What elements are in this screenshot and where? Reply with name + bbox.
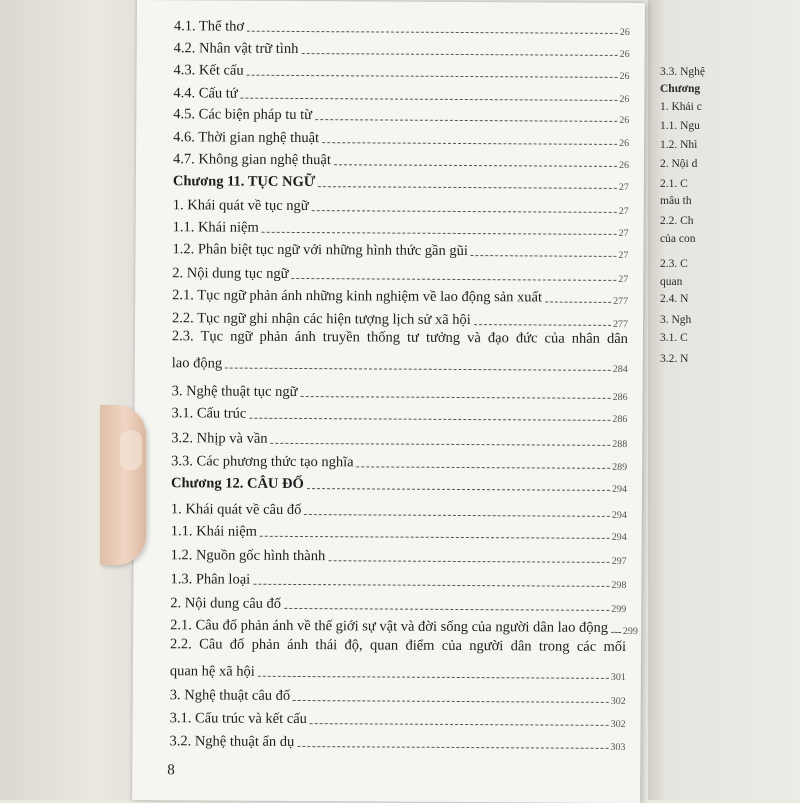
toc-entry-title: 4.6. Thời gian nghệ thuật: [173, 129, 320, 147]
dot-leader: [545, 301, 611, 302]
toc-entry-title: 1.2. Phân biệt tục ngữ với những hình thức gần gũi: [172, 241, 468, 260]
toc-page-number: 297: [611, 555, 627, 568]
toc-entry: [173, 214, 629, 239]
right-page-line: 2. Nội d: [660, 158, 698, 170]
right-page-line: 3.2. N: [660, 353, 689, 365]
right-page-line: 2.2. Ch: [660, 215, 694, 227]
dot-leader: [312, 210, 617, 213]
toc-entry: [171, 496, 627, 521]
toc-entry-title: 2.2. Tục ngữ ghi nhận các hiện tượng lịch sử xã hội: [172, 310, 471, 329]
toc-entry: [171, 518, 627, 543]
toc-page-number: 299: [611, 603, 627, 616]
toc-entry: [173, 101, 629, 126]
toc-page-number: 27: [618, 249, 629, 262]
toc-entry-title: 2.1. Tục ngữ phản ánh những kinh nghiệm về lao động sản xuất: [172, 287, 543, 306]
toc-page-number: 294: [611, 509, 627, 522]
toc-page-number: 26: [619, 137, 630, 150]
toc-entry-title: 1.2. Nguồn gốc hình thành: [170, 547, 326, 565]
toc-entry: [172, 236, 628, 261]
toc-page-number: 299: [622, 625, 638, 638]
dot-leader: [225, 368, 611, 371]
toc-entry-title: 3. Nghệ thuật tục ngữ: [171, 383, 298, 400]
toc-entry-title: 1.1. Khái niệm: [170, 523, 257, 540]
toc-entry: [173, 146, 629, 171]
toc-entry: [174, 57, 630, 82]
toc-page-number: 294: [611, 483, 628, 496]
toc-entry-title: 3.2. Nghệ thuật ẩn dụ: [169, 733, 295, 750]
dot-leader: [258, 676, 609, 679]
toc-entry-title: 2. Nội dung tục ngữ: [172, 265, 289, 282]
toc-entry: [172, 378, 628, 403]
toc-page-number: 27: [618, 205, 629, 218]
toc-entry-title: 2.1. Câu đố phản ánh về thế giới sự vật và đời sống của người dân lao động: [170, 617, 609, 636]
toc-page-number: 302: [610, 718, 626, 730]
toc-entry: [173, 124, 629, 149]
toc-entry-title: 4.5. Các biện pháp tu từ: [173, 106, 313, 124]
right-page-line: 1. Khái c: [660, 101, 702, 113]
dot-leader: [241, 98, 618, 101]
toc-entry: [173, 192, 629, 217]
chapter-heading: Chương 11. TỤC NGỮ: [172, 173, 316, 191]
toc-entry-title: 3.2. Nhịp và vần: [171, 430, 268, 447]
toc-page-number: 27: [618, 181, 629, 194]
dot-leader: [297, 746, 608, 749]
toc-entry-title: 1.3. Phân loại: [170, 571, 251, 588]
right-page-line: của con: [660, 233, 696, 245]
toc-entry-title: 1.1. Khái niệm: [172, 219, 259, 236]
toc-page-number: 277: [613, 295, 629, 308]
toc-entry-title: 1. Khái quát về tục ngữ: [172, 197, 309, 215]
toc-entry: [170, 682, 626, 707]
toc-page-number: 302: [610, 695, 626, 707]
dot-leader: [249, 418, 610, 421]
toc-entry-continuation: [170, 658, 626, 683]
toc-entry: [170, 705, 626, 730]
dot-leader: [304, 514, 610, 517]
dot-leader: [300, 396, 610, 399]
dot-leader: [284, 608, 609, 611]
toc-page-number: 288: [612, 438, 628, 451]
right-page-line: quan: [660, 276, 683, 288]
toc-page-number: 26: [619, 114, 630, 127]
toc-page-number: 26: [619, 26, 630, 39]
right-page: [648, 0, 800, 800]
thumb: [100, 405, 146, 565]
right-page-line: 2.1. C: [660, 178, 688, 190]
right-page-line: 3. Ngh: [660, 314, 692, 326]
toc-page-number: 277: [612, 318, 629, 331]
toc-entry: [174, 35, 630, 60]
dot-leader: [315, 119, 617, 122]
toc-entry-title: 3. Nghệ thuật câu đố: [169, 687, 291, 704]
right-page-line: 1.1. Ngu: [660, 120, 700, 132]
dot-leader: [307, 488, 610, 491]
toc-entry-title: 4.2. Nhân vật trữ tình: [173, 40, 299, 57]
chapter-heading: Chương 12. CÂU ĐỐ: [170, 475, 304, 493]
toc-entry-title-continued: quan hệ xã hội: [169, 663, 255, 680]
toc-entry-title: 4.1. Thể thơ: [173, 18, 245, 35]
toc-page-number: 303: [610, 741, 626, 753]
toc-entry: [171, 400, 627, 425]
dot-leader: [293, 700, 609, 703]
dot-leader: [301, 53, 617, 56]
toc-page-number: 26: [618, 159, 630, 172]
dot-leader: [322, 142, 617, 145]
toc-page-number: 26: [619, 93, 630, 106]
right-page-line: mâu th: [660, 195, 692, 207]
toc-entry: [172, 328, 628, 375]
page-number: 8: [167, 762, 175, 779]
toc-entry: [170, 636, 626, 683]
dot-leader: [310, 723, 609, 726]
right-page-line: 3.3. Nghệ: [660, 66, 706, 78]
toc-entry-title: 1. Khái quát về câu đố: [170, 501, 302, 519]
toc-entry: [171, 470, 627, 495]
toc-page-number: 26: [619, 48, 630, 61]
toc-entry-title: 2. Nội dung câu đố: [170, 595, 282, 612]
dot-leader: [262, 232, 617, 235]
thumbnail-nail: [120, 430, 142, 470]
toc-entry: [173, 168, 629, 193]
dot-leader: [292, 278, 617, 281]
background-left: [0, 0, 140, 800]
right-page-line: 3.1. C: [660, 332, 688, 344]
toc-entry-title: 3.3. Các phương thức tạo nghĩa: [171, 453, 354, 471]
dot-leader: [247, 75, 618, 78]
right-page-line: Chương: [660, 83, 701, 95]
dot-leader: [471, 255, 617, 257]
toc-entry-title: 4.4. Cấu tứ: [173, 85, 238, 102]
toc-entry-title: 2.3. Tục ngữ phản ánh truyền thống tư tưởng và đạo đức của nhân dân: [171, 328, 628, 348]
toc-entry: [171, 448, 627, 473]
toc-page-number: 27: [618, 227, 629, 240]
toc-page-number: 27: [618, 273, 629, 286]
toc-page-number: 284: [612, 363, 628, 376]
toc-entry-title: 3.1. Cấu trúc: [171, 405, 247, 422]
dot-leader: [260, 536, 610, 539]
toc-page-number: 26: [619, 70, 630, 83]
toc-entry: [170, 566, 626, 591]
book-page-left: [132, 0, 645, 803]
dot-leader: [253, 584, 609, 587]
right-page-line: 1.2. Nhì: [660, 139, 698, 151]
right-page-line: 2.3. C: [660, 258, 688, 270]
toc-entry-title: 4.7. Không gian nghệ thuật: [172, 151, 331, 169]
dot-leader: [318, 186, 617, 189]
toc-entry-title-continued: lao động: [171, 355, 223, 372]
toc-entry-title: 4.3. Kết cấu: [173, 62, 244, 79]
toc-entry: [172, 282, 628, 307]
toc-entry: [171, 542, 627, 567]
toc-entry: [174, 13, 630, 38]
dot-leader: [474, 324, 611, 326]
toc-page-number: 289: [612, 461, 628, 474]
toc-entry: [170, 612, 638, 638]
toc-page-number: 286: [612, 391, 628, 404]
dot-leader: [247, 31, 618, 34]
toc-entry-title: 3.1. Cấu trúc và kết cấu: [169, 710, 307, 728]
toc-page-number: 301: [610, 671, 626, 683]
dot-leader: [357, 466, 611, 469]
toc-entry: [171, 425, 627, 450]
toc-entry: [170, 590, 626, 615]
toc-entry: [172, 260, 628, 285]
toc-entry: [169, 728, 625, 753]
toc-entry-title: 2.2. Câu đố phản ánh thái độ, quan điểm của người dân trong các mối: [170, 636, 627, 655]
toc-page-number: 298: [611, 579, 627, 592]
dot-leader: [611, 632, 621, 633]
dot-leader: [328, 560, 609, 563]
toc-entry-continuation: [172, 350, 628, 375]
toc-page-number: 294: [611, 531, 627, 544]
dot-leader: [271, 443, 611, 446]
dot-leader: [334, 164, 617, 167]
right-page-line: 2.4. N: [660, 293, 689, 305]
toc-page-number: 286: [612, 413, 628, 426]
toc-entry: [172, 305, 628, 330]
